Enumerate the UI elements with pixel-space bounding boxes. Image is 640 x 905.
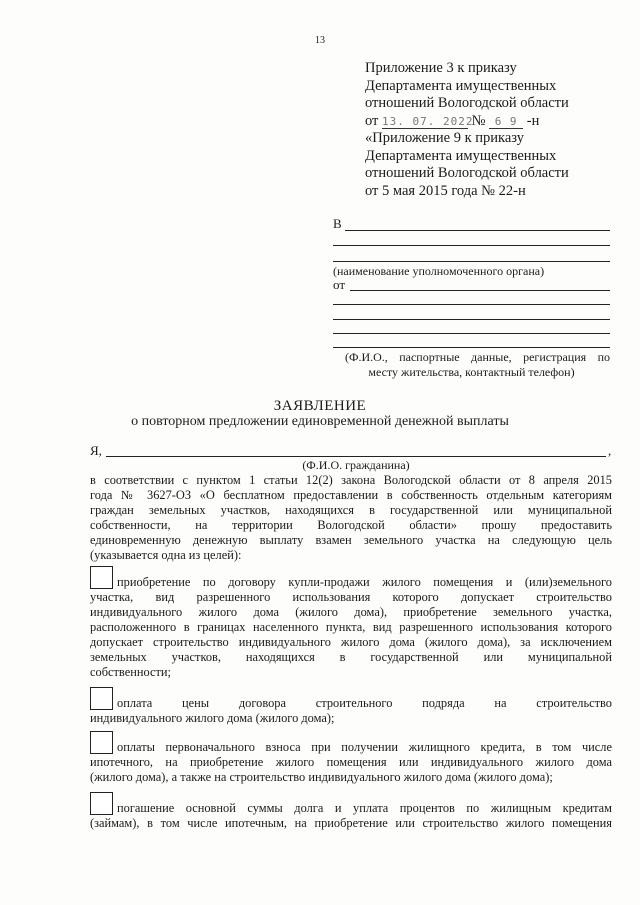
text-line: собственности; <box>90 665 171 679</box>
to-label: В <box>333 216 342 231</box>
option-text: оплаты первоначального взноса при получении жилищного кредита, в том числе <box>117 740 612 754</box>
header-line: «Приложение 9 к приказу <box>365 130 524 146</box>
header-line: отношений Вологодской области <box>365 95 569 111</box>
text-line: допускает строительство индивидуального жилого дома (жилого дома), за исключением <box>90 635 612 649</box>
text-line: индивидуального жилого дома (жилого дома), приобретение земельного участка, <box>90 605 612 619</box>
option-down-payment <box>90 731 612 785</box>
header-order-line <box>365 113 625 131</box>
document-subtitle: о повторном предложении единовременной денежной выплаты <box>131 414 509 429</box>
option-construction-contract <box>90 687 612 726</box>
page-number: 13 <box>315 35 325 46</box>
applicant-line[interactable] <box>350 290 610 291</box>
text-line: участка, вид разрешенного использования которого допускает строительство <box>90 590 612 604</box>
applicant-fio-line[interactable] <box>106 456 606 457</box>
text-line: индивидуального жилого дома (жилого дома); <box>90 711 335 725</box>
option-checkbox[interactable] <box>90 731 113 754</box>
header-line: Департамента имущественных <box>365 147 557 164</box>
recipient-line[interactable] <box>333 245 610 246</box>
text-line: в соответствии с пунктом 1 статьи 12(2) закона Вологодской области от 8 апреля 2015 <box>90 473 612 487</box>
intro-paragraph <box>90 473 612 563</box>
option-first-line <box>90 731 612 755</box>
option-text: оплата цены договора строительного подряда на строительство <box>117 696 612 710</box>
organ-caption: (наименование уполномоченного органа) <box>333 264 545 278</box>
applicant-line[interactable] <box>333 304 610 305</box>
text-line: ипотечного, на приобретение жилого помещения или индивидуального жилого дома <box>90 755 612 769</box>
text-line: единовременную денежную выплату взамен земельного участка на следующую цель <box>90 533 612 547</box>
header-line: от 5 мая 2015 года № 22-н <box>365 182 526 199</box>
option-text: приобретение по договору купли-продажи жилого помещения и (или)земельного <box>117 575 612 589</box>
option-checkbox[interactable] <box>90 566 113 589</box>
number-sign: № <box>471 112 486 129</box>
from-label: от <box>365 112 379 129</box>
handwritten-number: 6 9 <box>489 116 523 129</box>
option-purchase <box>90 566 612 680</box>
option-checkbox[interactable] <box>90 792 113 815</box>
number-suffix: -н <box>526 112 540 129</box>
appendix-header <box>365 60 625 200</box>
text-line: (жилого дома), а также на строительство индивидуального жилого дома (жилого дома); <box>90 770 553 784</box>
header-line: Приложение 3 к приказу <box>365 60 517 76</box>
option-first-line <box>90 687 612 711</box>
comma: , <box>608 443 612 458</box>
option-checkbox[interactable] <box>90 687 113 710</box>
text-line: (указывается одна из целей): <box>90 548 242 562</box>
citizen-fio-caption: (Ф.И.О. гражданина) <box>302 458 410 472</box>
text-line: собственности, на территории Вологодской области» прошу предоставить <box>90 518 612 532</box>
option-loan-repayment <box>90 792 612 831</box>
from-label: от <box>333 277 346 292</box>
applicant-line[interactable] <box>333 333 610 334</box>
recipient-line[interactable] <box>345 230 610 231</box>
text-line: расположенного в границах населенного пункта, вид разрешенного использования которого <box>90 620 612 634</box>
text-line: года № 3627-ОЗ «О бесплатном предоставлении в собственность отдельным категориям <box>90 488 612 502</box>
recipient-line[interactable] <box>333 261 610 262</box>
fio-caption: месту жительства, контактный телефон) <box>368 365 575 379</box>
header-line: отношений Вологодской области <box>365 165 569 181</box>
applicant-line[interactable] <box>333 347 610 348</box>
text-line: земельных участков, находящихся в государственной или муниципальной <box>90 650 612 664</box>
option-first-line <box>90 566 612 590</box>
option-first-line <box>90 792 612 816</box>
ya-label: Я, <box>90 443 102 458</box>
handwritten-date: 13. 07. 2022 <box>382 114 474 128</box>
option-text: погашение основной суммы долга и уплата процентов по жилищным кредитам <box>117 801 612 815</box>
header-line: Департамента имущественных <box>365 77 557 94</box>
applicant-line[interactable] <box>333 319 610 320</box>
text-line: граждан земельных участков, находящихся в государственной или муниципальной <box>90 503 612 517</box>
document-title: ЗАЯВЛЕНИЕ <box>273 398 367 414</box>
fio-caption: (Ф.И.О., паспортные данные, регистрация по <box>345 350 610 364</box>
text-line: (займам), в том числе ипотечным, на приобретение или строительство жилого помещения <box>90 816 612 830</box>
